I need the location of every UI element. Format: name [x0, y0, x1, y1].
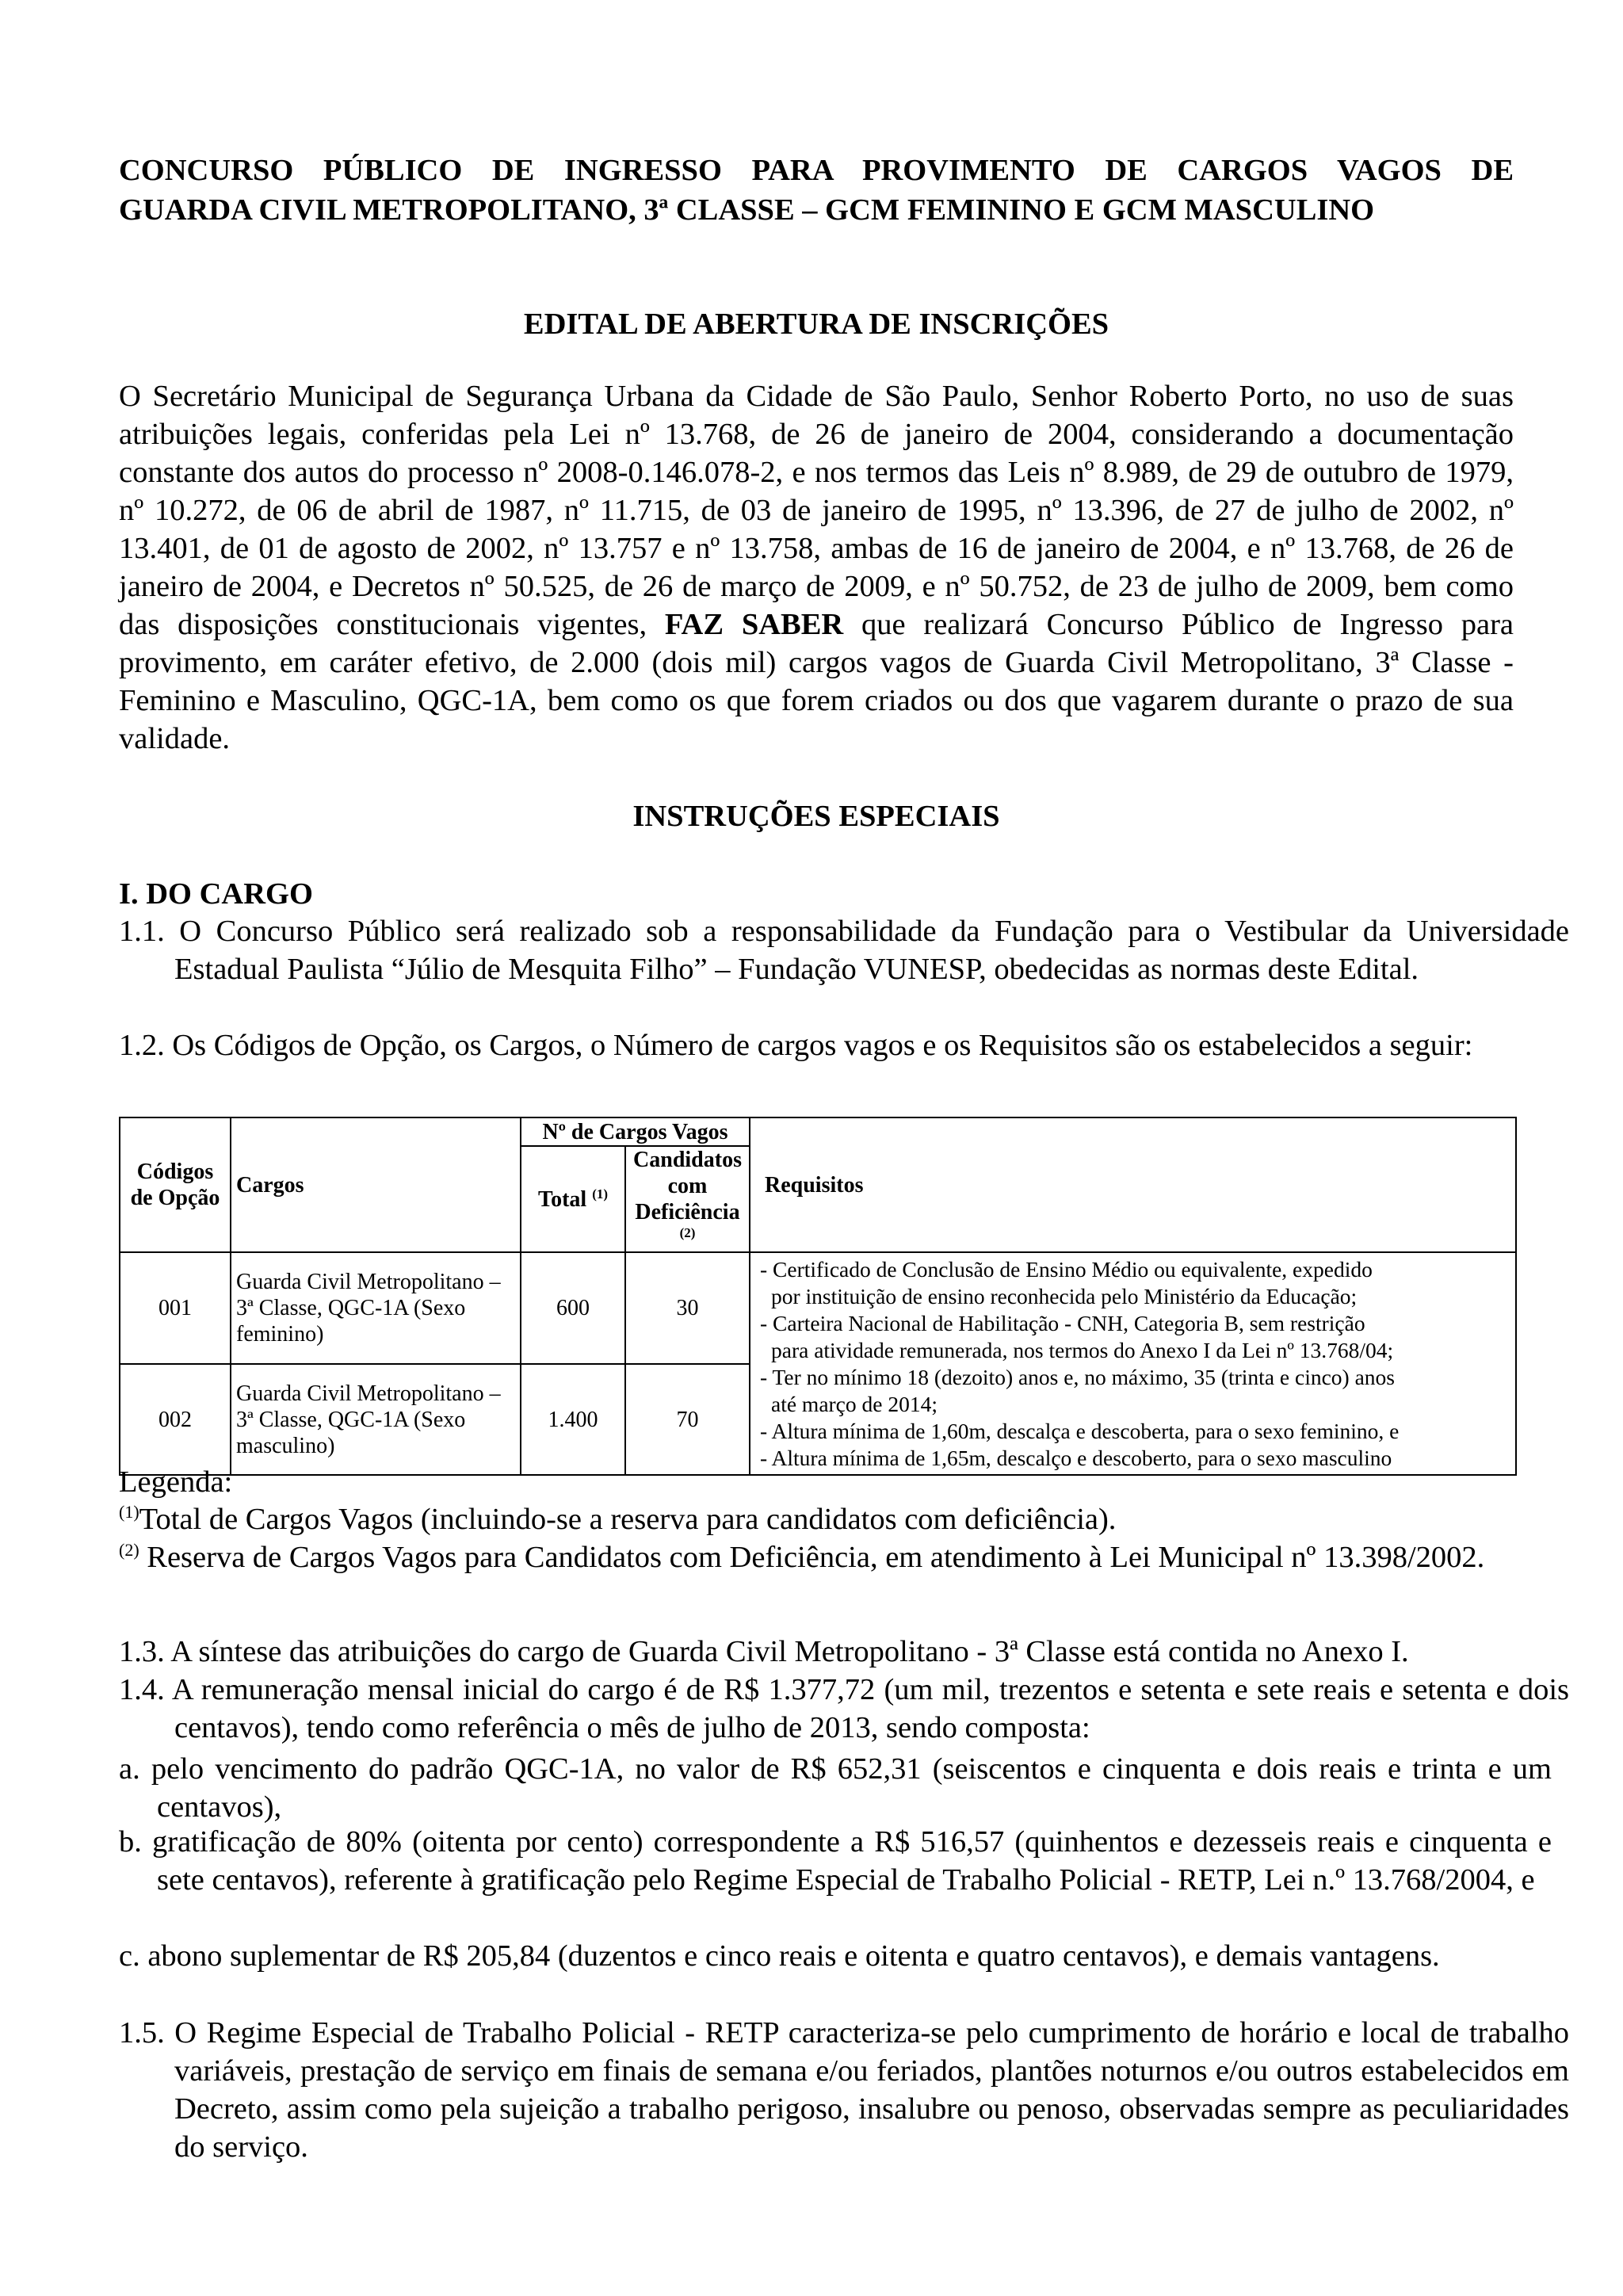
table-row [120, 1252, 1516, 1364]
preamble-text-end: que realizará Concurso Público de Ingresso para provimento, em caráter efetivo, de 2.000 (dois mil) cargos vagos de Guarda Civil Metropolitano, 3ª Classe - Feminino e Masculino, QGC-1A, bem como os que forem criados ou dos que vagarem durante o prazo de sua validade. [119, 608, 1514, 755]
document-title [119, 151, 1514, 230]
title-line-2: GUARDA CIVIL METROPOLITANO, 3ª CLASSE – GCM FEMININO E GCM MASCULINO [119, 193, 1375, 227]
requisito-line: - Carteira Nacional de Habilitação - CNH, Categoria B, sem restrição [760, 1311, 1365, 1335]
requisito-line: - Altura mínima de 1,60m, descalça e descoberta, para o sexo feminino, e [760, 1419, 1400, 1443]
codigo-cell: 002 [120, 1364, 231, 1475]
requisitos-cell [750, 1252, 1516, 1475]
cargo-cell: Guarda Civil Metropolitano – 3ª Classe, QGC-1A (Sexo masculino) [231, 1364, 521, 1475]
legend-note-1 [119, 1500, 1514, 1538]
header-codigos-opcao: Códigos de Opção [120, 1117, 231, 1252]
preamble-paragraph [119, 377, 1514, 758]
requisito-line: - Altura mínima de 1,65m, descalço e descoberto, para o sexo masculino [760, 1446, 1392, 1470]
cargo-cell: Guarda Civil Metropolitano – 3ª Classe, QGC-1A (Sexo feminino) [231, 1252, 521, 1364]
legend-note-1-marker: (1) [119, 1502, 139, 1522]
item-1-3: 1.3. A síntese das atribuições do cargo de Guarda Civil Metropolitano - 3ª Classe está contida no Anexo I. [119, 1635, 1409, 1668]
header-cargos-vagos: Nº de Cargos Vagos [521, 1117, 750, 1146]
header-deficiencia-note: (2) [679, 1225, 696, 1240]
item-c: c. abono suplementar de R$ 205,84 (duzentos e cinco reais e oitenta e quatro centavos), e demais vantagens. [119, 1939, 1440, 1973]
edital-heading: EDITAL DE ABERTURA DE INSCRIÇÕES [523, 308, 1109, 341]
deficiencia-cell: 70 [625, 1364, 750, 1475]
instrucoes-heading: INSTRUÇÕES ESPECIAIS [632, 800, 1000, 833]
requisito-line: até março de 2014; [771, 1392, 938, 1416]
item-a: a. pelo vencimento do padrão QGC-1A, no valor de R$ 652,31 (seiscentos e cinquenta e dois reais e trinta e um centavos), [119, 1752, 1552, 1824]
table-legend [119, 1464, 1514, 1576]
codigo-cell: 001 [120, 1252, 231, 1364]
header-deficiencia-label: Candidatos com Deficiência [633, 1148, 742, 1224]
legend-note-1-text: Total de Cargos Vagos (incluindo-se a reserva para candidatos com deficiência). [139, 1503, 1117, 1536]
title-line-1: CONCURSO PÚBLICO DE INGRESSO PARA PROVIMENTO DE CARGOS VAGOS DE [119, 154, 1514, 187]
item-b: b. gratificação de 80% (oitenta por cento) correspondente a R$ 516,57 (quinhentos e dezesseis reais e cinquenta e sete centavos), referente à gratificação pelo Regime Especial de Trabalho Policial - RETP, Lei n.º 13.768/2004, e [119, 1825, 1552, 1897]
legend-note-2-marker: (2) [119, 1540, 139, 1560]
header-total-note: (1) [592, 1186, 609, 1201]
requisito-line: por instituição de ensino reconhecida pelo Ministério da Educação; [771, 1284, 1358, 1308]
table-header-row [120, 1117, 1516, 1146]
item-1-1: 1.1. O Concurso Público será realizado sob a responsabilidade da Fundação para o Vestibular da Universidade Estadual Paulista “Júlio de Mesquita Filho” – Fundação VUNESP, obedecidas as normas deste Edital. [119, 915, 1569, 986]
legend-note-2 [119, 1538, 1514, 1576]
total-cell: 1.400 [521, 1364, 625, 1475]
deficiencia-cell: 30 [625, 1252, 750, 1364]
requisito-line: - Ter no mínimo 18 (dezoito) anos e, no máximo, 35 (trinta e cinco) anos [760, 1365, 1395, 1389]
legend-title: Legenda: [119, 1465, 233, 1499]
header-requisitos: Requisitos [750, 1117, 1516, 1252]
preamble-text-start: O Secretário Municipal de Segurança Urbana da Cidade de São Paulo, Senhor Roberto Porto, no uso de suas atribuições legais, conferidas pela Lei nº 13.768, de 26 de janeiro de 2004, considerando a documentação constante dos autos do processo nº 2008-0.146.078-2, e nos termos das Leis nº 8.989, de 29 de outubro de 1979, nº 10.272, de 06 de abril de 1987, nº 11.715, de 03 de janeiro de 1995, nº 13.396, de 27 de julho de 2002, nº 13.401, de 01 de agosto de 2002, nº 13.757 e nº 13.758, ambas de 16 de janeiro de 2004, e nº 13.768, de 26 de janeiro de 2004, e Decretos nº 50.525, de 26 de março de 2009, e nº 50.752, de 23 de julho de 2009, bem como das disposições constitucionais vigentes, [119, 380, 1514, 641]
section-heading-cargo: I. DO CARGO [119, 877, 313, 911]
item-1-2: 1.2. Os Códigos de Opção, os Cargos, o Número de cargos vagos e os Requisitos são os estabelecidos a seguir: [119, 1029, 1473, 1062]
header-total [521, 1146, 625, 1252]
header-deficiencia [625, 1146, 750, 1252]
cargos-table [119, 1117, 1517, 1476]
total-cell: 600 [521, 1252, 625, 1364]
header-total-label: Total [537, 1186, 587, 1212]
requisito-line: para atividade remunerada, nos termos do Anexo I da Lei nº 13.768/04; [771, 1338, 1394, 1362]
requisito-line: - Certificado de Conclusão de Ensino Médio ou equivalente, expedido [760, 1257, 1373, 1282]
faz-saber-emphasis: FAZ SABER [664, 608, 844, 641]
legend-note-2-text: Reserva de Cargos Vagos para Candidatos com Deficiência, em atendimento à Lei Municipal nº 13.398/2002. [147, 1541, 1485, 1574]
header-cargos: Cargos [231, 1117, 521, 1252]
item-1-5: 1.5. O Regime Especial de Trabalho Policial - RETP caracteriza-se pelo cumprimento de horário e local de trabalho variáveis, prestação de serviço em finais de semana e/ou feriados, plantões noturnos e/ou outros estabelecidos em Decreto, assim como pela sujeição a trabalho perigoso, insalubre ou penoso, observadas sempre as peculiaridades do serviço. [119, 2016, 1569, 2164]
item-1-4: 1.4. A remuneração mensal inicial do cargo é de R$ 1.377,72 (um mil, trezentos e setenta e sete reais e setenta e dois centavos), tendo como referência o mês de julho de 2013, sendo composta: [119, 1673, 1569, 1744]
